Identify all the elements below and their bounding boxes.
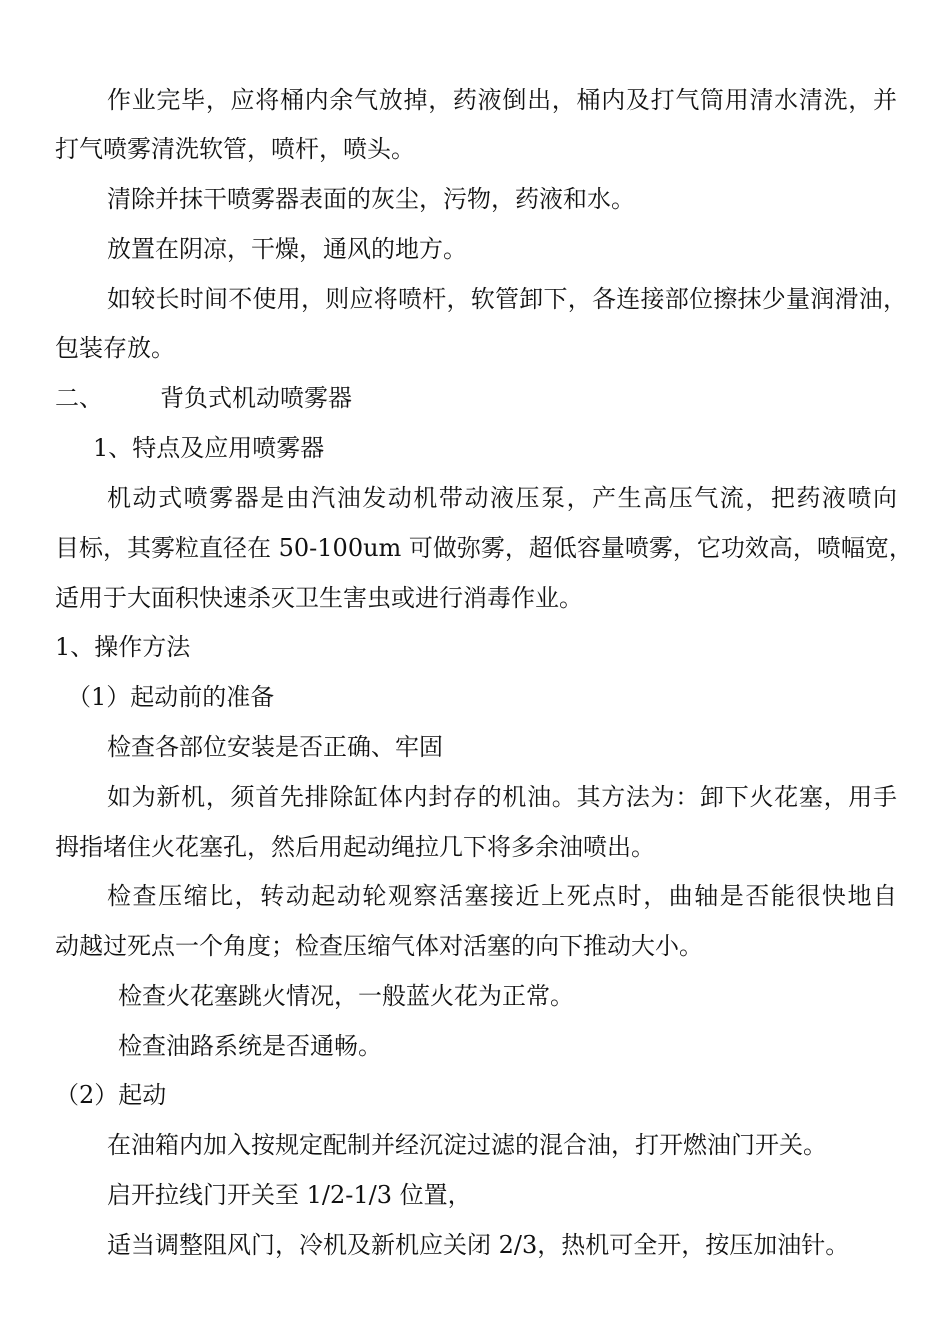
paragraph-line: 打气喷雾清洗软管，喷杆，喷头。 — [55, 135, 415, 163]
subsection-heading: 1、操作方法 — [55, 633, 191, 661]
section-number: 二、 — [55, 384, 103, 412]
paragraph-line: 清除并抹干喷雾器表面的灰尘，污物，药液和水。 — [107, 185, 635, 213]
section-heading: 背负式机动喷雾器 — [160, 384, 352, 412]
paragraph-line: 检查油路系统是否通畅。 — [118, 1032, 382, 1060]
paragraph-line: 作业完毕，应将桶内余气放掉，药液倒出，桶内及打气筒用清水清洗，并 — [107, 86, 897, 114]
paragraph-line: 检查压缩比，转动起动轮观察活塞接近上死点时，曲轴是否能很快地自 — [107, 882, 897, 910]
paragraph-line: 机动式喷雾器是由汽油发动机带动液压泵，产生高压气流，把药液喷向 — [107, 484, 897, 512]
paragraph-line: 放置在阴凉，干燥，通风的地方。 — [107, 235, 467, 263]
subsection-heading: （1）起动前的准备 — [67, 683, 275, 711]
paragraph-line: 目标，其雾粒直径在 50-100um 可做弥雾，超低容量喷雾，它功效高，喷幅宽， — [55, 534, 913, 562]
paragraph-line: 启开拉线门开关至 1/2-1/3 位置， — [107, 1181, 472, 1209]
paragraph-line: 检查火花塞跳火情况，一般蓝火花为正常。 — [118, 982, 574, 1010]
paragraph-line: 包装存放。 — [55, 334, 175, 362]
subsection-heading: 1、特点及应用喷雾器 — [93, 434, 325, 462]
subsection-heading: （2）起动 — [55, 1081, 167, 1109]
paragraph-line: 拇指堵住火花塞孔，然后用起动绳拉几下将多余油喷出。 — [55, 833, 655, 861]
paragraph-line: 适当调整阻风门，冷机及新机应关闭 2/3，热机可全开，按压加油针。 — [107, 1231, 850, 1259]
paragraph-line: 如较长时间不使用，则应将喷杆，软管卸下，各连接部位擦抹少量润滑油， — [107, 285, 907, 313]
paragraph-line: 在油箱内加入按规定配制并经沉淀过滤的混合油，打开燃油门开关。 — [107, 1131, 827, 1159]
paragraph-line: 如为新机，须首先排除缸体内封存的机油。其方法为：卸下火花塞，用手 — [107, 783, 897, 811]
paragraph-line: 动越过死点一个角度；检查压缩气体对活塞的向下推动大小。 — [55, 932, 703, 960]
paragraph-line: 适用于大面积快速杀灭卫生害虫或进行消毒作业。 — [55, 584, 583, 612]
paragraph-line: 检查各部位安装是否正确、牢固 — [107, 733, 443, 761]
